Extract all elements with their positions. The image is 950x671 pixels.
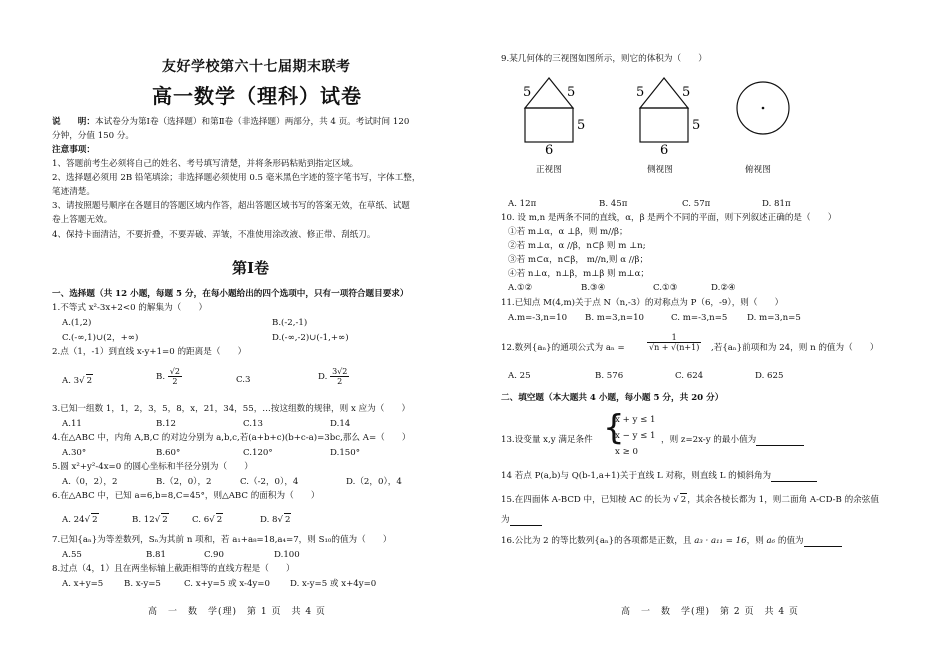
q10-option-a: A.①② xyxy=(508,283,533,293)
q1-option-c: C.(-∞,1)∪(2，+∞) xyxy=(62,333,139,343)
question-12-fraction: $\frac{1}{√n + √(n+1)}$ xyxy=(649,333,700,352)
q1-option-d: D.(-∞,-2)∪(-1,+∞) xyxy=(272,333,349,343)
question-8: 8.过点（4，1）且在两坐标轴上截距相等的直线方程是（ ） xyxy=(52,564,295,574)
front-width-label: 6 xyxy=(545,143,554,158)
q7-option-d: D.100 xyxy=(274,550,300,560)
side-height-label: 5 xyxy=(692,118,701,133)
q6-option-b: B. 12√ 2 xyxy=(132,515,168,525)
q10-option-b: B.③④ xyxy=(581,283,606,293)
front-view-caption: 正视图 xyxy=(536,165,562,175)
notice-3b: 卷上答题无效。 xyxy=(52,215,113,225)
side-view-caption: 侧视图 xyxy=(647,165,673,175)
q8-option-b: B. x-y=5 xyxy=(124,579,161,589)
q10-option-d: D.②④ xyxy=(711,283,736,293)
question-5: 5.圆 x²+y²-4x=0 的圆心坐标和半径分别为（ ） xyxy=(52,462,253,472)
question-1: 1.不等式 x²-3x+2<0 的解集为（ ） xyxy=(52,303,208,313)
q13-condition-2: x − y ≤ 1 xyxy=(615,431,656,441)
q3-option-c: C.13 xyxy=(243,419,263,429)
q3-option-a: A.11 xyxy=(62,419,82,429)
q12-option-a: A. 25 xyxy=(508,371,531,381)
top-view-caption: 俯视图 xyxy=(745,165,771,175)
q6-option-a: A. 24√ 2 xyxy=(62,515,98,525)
question-15-line2: 为 xyxy=(501,514,542,526)
right-page xyxy=(475,0,950,671)
q8-option-d: D. x-y=5 或 x+4y=0 xyxy=(290,579,377,589)
q10-statement-1: ①若 m⊥α，α ⊥β，则 m//β； xyxy=(508,227,628,237)
part1-header: 一、选择题（共 12 小题，每题 5 分，在每小题给出的四个选项中，只有一项符合题目要求） xyxy=(52,289,409,299)
q13-condition-3: x ≥ 0 xyxy=(615,447,638,457)
right-footer: 高 一 数 学(理) 第 2 页 共 4 页 xyxy=(621,607,799,617)
q8-option-c: C. x+y=5 或 x-4y=0 xyxy=(184,579,270,589)
q9-option-d: D. 81π xyxy=(762,199,791,209)
q9-option-c: C. 57π xyxy=(682,199,711,209)
question-16: 16.公比为 2 的等比数列{aₙ}的各项都是正数，且 a₃ · a₁₁ = 16，则 a₆ 的值为 xyxy=(501,535,842,547)
notice-4: 4、保持卡面清洁，不要折叠，不要弄破、弄皱，不准使用涂改液、修正带、刮纸刀。 xyxy=(52,230,376,240)
top-view-drawing xyxy=(737,82,789,134)
q5-option-a: A.（0，2），2 xyxy=(62,477,118,487)
q3-option-b: B.12 xyxy=(156,419,176,429)
front-view-drawing xyxy=(523,78,585,158)
q2-option-a: A. 3√ 2 xyxy=(62,376,93,386)
q12-option-c: C. 624 xyxy=(675,371,704,381)
front-slant-right-label: 5 xyxy=(567,85,576,100)
q1-option-b: B.(-2,-1) xyxy=(272,318,308,328)
three-view-figure xyxy=(505,68,835,178)
q7-option-c: C.90 xyxy=(204,550,224,560)
side-width-label: 6 xyxy=(660,143,669,158)
q11-option-b: B. m=3,n=10 xyxy=(585,313,644,323)
part2-header: 二、填空题（本大题共 4 小题，每小题 5 分，共 20 分） xyxy=(501,393,724,403)
q12-option-b: B. 576 xyxy=(595,371,624,381)
q7-option-a: A.55 xyxy=(62,550,82,560)
q7-option-b: B.81 xyxy=(146,550,166,560)
question-4: 4.在△ABC 中，内角 A,B,C 的对边分别为 a,b,c,若(a+b+c)(b+c-a)=3bc,那么 A=（ ） xyxy=(52,433,411,443)
q2-option-b: B. $\frac{√2}{2}$ xyxy=(156,367,180,386)
question-7: 7.已知{aₙ}为等差数列，Sₙ为其前 n 项和，若 a₁+a₈=18,a₄=7，则 S₁₀的值为（ ） xyxy=(52,535,392,545)
q5-option-d: D.（2，0），4 xyxy=(346,477,402,487)
q10-option-c: C.①③ xyxy=(653,283,678,293)
q6-option-d: D. 8√ 2 xyxy=(260,515,291,525)
q10-statement-3: ③若 m⊂α，n⊂β， m//n,则 α //β； xyxy=(508,255,649,265)
notice-2b: 笔迹清楚。 xyxy=(52,187,95,197)
notice-3a: 3、请按照题号顺序在各题目的答题区域内作答，超出答题区域书写的答案无效，在草纸、试题 xyxy=(52,201,410,211)
instructions-line-2: 分钟，分值 150 分。 xyxy=(52,131,135,141)
notice-1: 1、答题前考生必须将自己的姓名、考号填写清楚，并将条形码粘贴到指定区域。 xyxy=(52,159,359,169)
front-slant-left-label: 5 xyxy=(523,85,532,100)
q10-statement-2: ②若 m⊥α，α //β，n⊂β 则 m ⊥n; xyxy=(508,241,646,251)
side-slant-left-label: 5 xyxy=(636,85,645,100)
question-12-prefix: 12.数列{aₙ}的通项公式为 aₙ = xyxy=(501,343,625,353)
question-3: 3.已知一组数 1，1，2，3，5，8，x，21，34，55，…按这组数的规律，则 x 应为（ ） xyxy=(52,404,411,414)
question-15: 15.在四面体 A-BCD 中，已知棱 AC 的长为 √ 2，其余各棱长都为 1，则二面角 A-CD-B 的余弦值 xyxy=(501,495,879,505)
q11-option-d: D. m=3,n=5 xyxy=(747,313,801,323)
question-9: 9.某几何体的三视图如图所示，则它的体积为（ ） xyxy=(501,54,707,64)
section-title: 第Ⅰ卷 xyxy=(232,259,270,277)
side-view-drawing xyxy=(636,78,700,158)
q11-option-a: A.m=-3,n=10 xyxy=(508,313,568,323)
q12-option-d: D. 625 xyxy=(755,371,784,381)
q5-option-b: B.（2，0），2 xyxy=(156,477,212,487)
exam-title: 高一数学（理科）试卷 xyxy=(152,84,362,108)
question-2: 2.点（1，-1）到直线 x-y+1=0 的距离是（ ） xyxy=(52,347,247,357)
question-6: 6.在△ABC 中，已知 a=6,b=8,C=45°，则△ABC 的面积为（ ） xyxy=(52,491,320,501)
q11-option-c: C. m=-3,n=5 xyxy=(671,313,728,323)
q4-option-c: C.120° xyxy=(243,448,273,458)
q8-option-a: A. x+y=5 xyxy=(62,579,104,589)
notice-2a: 2、选择题必须用 2B 铅笔填涂；非选择题必须使用 0.5 毫米黑色字迹的签字笔书写，字体工整， xyxy=(52,173,421,183)
question-10: 10. 设 m,n 是两条不同的直线，α，β 是两个不同的平面，则下列叙述正确的是（ ） xyxy=(501,213,837,223)
left-footer: 高 一 数 学(理) 第 1 页 共 4 页 xyxy=(148,607,326,617)
q13-brace: { xyxy=(603,408,625,448)
q6-option-c: C. 6√ 2 xyxy=(192,515,223,525)
q10-statement-4: ④若 n⊥α，n⊥β，m⊥β 则 m⊥α； xyxy=(508,269,649,279)
front-height-label: 5 xyxy=(577,118,586,133)
q4-option-a: A.30° xyxy=(62,448,87,458)
instructions-line-1: 说 明：本试卷分为第Ⅰ卷（选择题）和第Ⅱ卷（非选择题）两部分，共 4 页。考试时间 120 xyxy=(52,117,410,127)
side-slant-right-label: 5 xyxy=(682,85,691,100)
school-title: 友好学校第六十七届期末联考 xyxy=(162,59,351,75)
q5-option-c: C.（-2，0），4 xyxy=(240,477,299,487)
q4-option-b: B.60° xyxy=(156,448,181,458)
q9-option-b: B. 45π xyxy=(599,199,628,209)
question-14: 14 若点 P(a,b)与 Q(b-1,a+1)关于直线 L 对称，则直线 L 的倾斜角为 xyxy=(501,470,817,482)
question-11: 11.已知点 M(4,m)关于点 N（n,-3）的对称点为 P（6，-9），则（ ） xyxy=(501,298,784,308)
q13-condition-1: x + y ≤ 1 xyxy=(615,415,656,425)
question-13-prefix: 13.设变量 x,y 满足条件 xyxy=(501,435,593,445)
q2-option-c: C.3 xyxy=(236,375,251,385)
q2-option-d: D. $\frac{3√2}{2}$ xyxy=(318,367,348,386)
q3-option-d: D.14 xyxy=(330,419,351,429)
question-13-suffix: ，则 z=2x-y 的最小值为 xyxy=(661,434,804,446)
q4-option-d: D.150° xyxy=(330,448,361,458)
question-12-suffix: ,若{aₙ}前项和为 24，则 n 的值为（ ） xyxy=(711,343,879,353)
notice-label: 注意事项： xyxy=(52,145,95,155)
q1-option-a: A.(1,2) xyxy=(62,318,92,328)
q9-option-a: A. 12π xyxy=(508,199,537,209)
